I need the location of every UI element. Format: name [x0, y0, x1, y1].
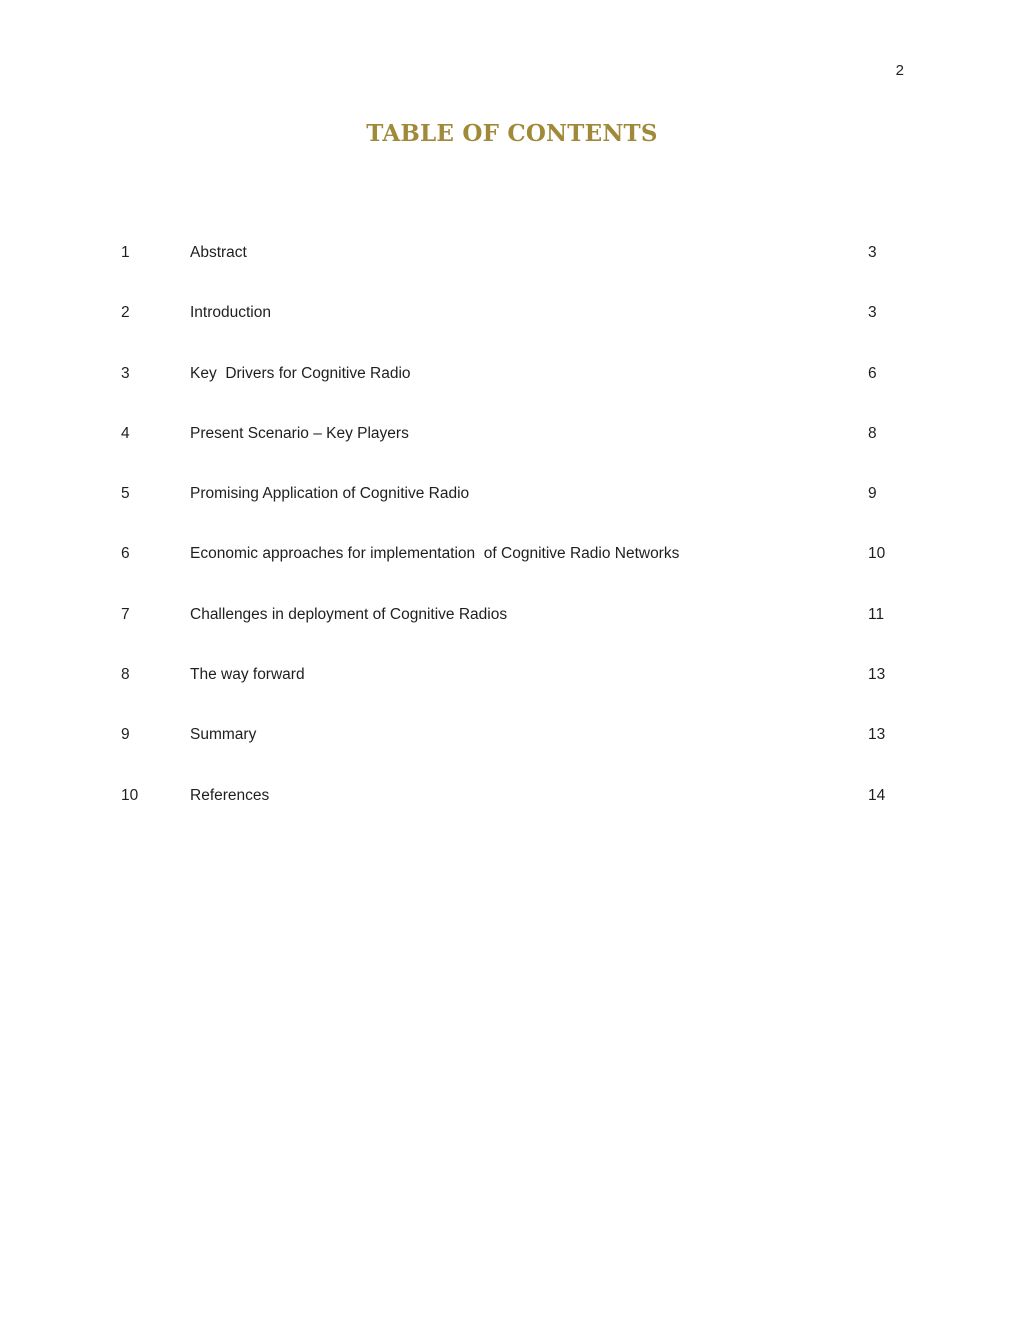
toc-entry-label: Promising Application of Cognitive Radio — [190, 485, 470, 503]
toc-entry-page: 13 — [868, 726, 886, 744]
toc-entry-label: Key Drivers for Cognitive Radio — [190, 364, 411, 382]
toc-entry-promising-application[interactable] — [0, 482, 1024, 542]
toc-entry-label: Challenges in deployment of Cognitive Radios — [190, 605, 508, 623]
toc-entry-summary[interactable] — [0, 723, 1024, 783]
toc-entry-economic-approaches[interactable] — [0, 542, 1024, 602]
toc-entry-page: 3 — [868, 304, 877, 322]
toc-entry-references[interactable] — [0, 784, 1024, 844]
toc-entry-label: Introduction — [190, 304, 271, 322]
toc-entry-page: 10 — [868, 545, 886, 563]
toc-entry-number: 10 — [121, 786, 139, 804]
toc-entry-label: The way forward — [190, 666, 305, 684]
toc-entry-number: 1 — [121, 244, 130, 261]
toc-entry-way-forward[interactable] — [0, 663, 1024, 723]
toc-entry-number: 4 — [121, 424, 130, 442]
toc-entry-number: 9 — [121, 726, 130, 744]
toc-entry-number: 8 — [121, 666, 130, 684]
toc-entry-number: 6 — [121, 545, 130, 563]
toc-entry-key-drivers[interactable] — [0, 362, 1024, 422]
toc-entry-challenges[interactable] — [0, 603, 1024, 663]
toc-entry-label: Summary — [190, 726, 257, 744]
toc-entry-present-scenario[interactable] — [0, 422, 1024, 482]
toc-entry-page: 14 — [868, 786, 886, 804]
toc-title: TABLE OF CONTENTS — [366, 120, 658, 147]
toc-entry-introduction[interactable] — [0, 301, 1024, 361]
toc-entry-page: 11 — [868, 605, 885, 623]
toc-entry-page: 6 — [868, 364, 877, 382]
toc-entry-number: 3 — [121, 364, 130, 382]
toc-entry-label: Present Scenario – Key Players — [190, 424, 409, 442]
toc-entry-label: Abstract — [190, 244, 247, 261]
page-number: 2 — [895, 62, 904, 79]
toc-entry-number: 5 — [121, 485, 130, 503]
toc-entry-page: 8 — [868, 424, 877, 442]
toc-entry-page: 3 — [868, 244, 877, 261]
toc-entry-label: References — [190, 786, 270, 804]
toc-entry-page: 13 — [868, 666, 886, 684]
toc-entry-label: Economic approaches for implementation of Cognitive Radio Networks — [190, 545, 680, 563]
toc-entry-number: 2 — [121, 304, 130, 322]
toc-list — [0, 241, 1024, 844]
toc-entry-number: 7 — [121, 605, 130, 623]
toc-entry-page: 9 — [868, 485, 877, 503]
toc-entry-abstract[interactable] — [0, 241, 1024, 301]
